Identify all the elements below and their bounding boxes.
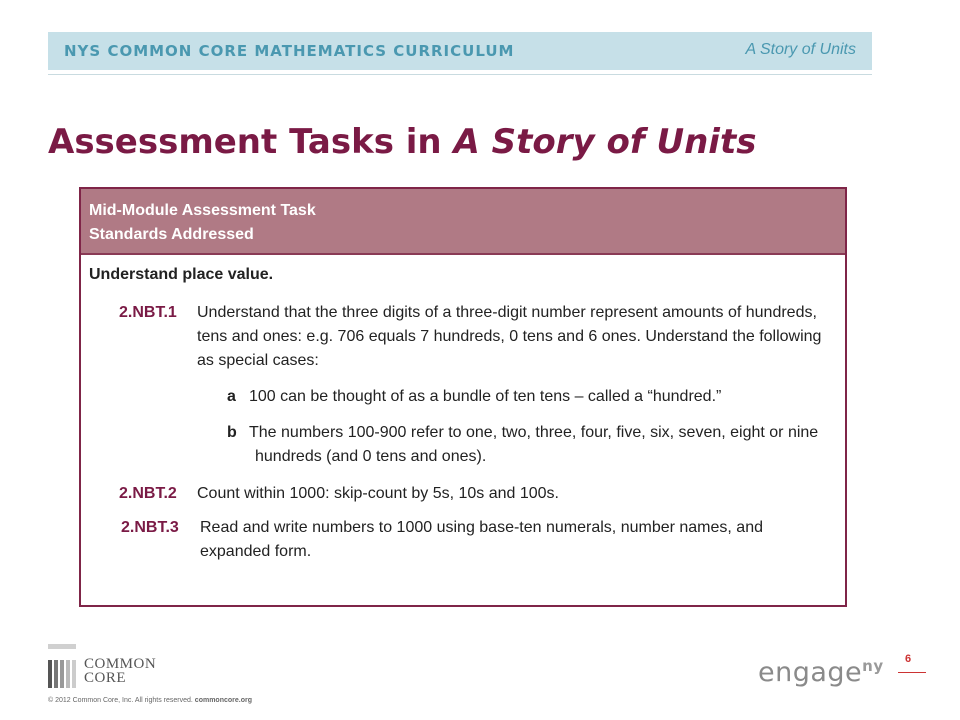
brand-name: engage (758, 657, 863, 688)
copyright-text: © 2012 Common Core, Inc. All rights reserved. (48, 697, 193, 704)
sub-item-marker: a (227, 388, 236, 405)
standard-code: 2.NBT.1 (119, 304, 177, 321)
standard-description: Understand that the three digits of a three-digit number represent amounts of hundreds, tens and ones: e.g. 706 equals 7 hundreds, 0 tens and 6 ones. Understand the following as special cases: (197, 304, 822, 369)
sub-item-text: 100 can be thought of as a bundle of ten tens – called a “hundred.” (249, 388, 722, 405)
heading-task: Mid-Module Assessment Task (89, 202, 316, 219)
table-heading (81, 189, 845, 255)
standard-description: Count within 1000: skip-count by 5s, 10s and 100s. (197, 485, 559, 502)
wordmark-line: COMMON (84, 656, 157, 672)
common-core-logo-icon (48, 660, 78, 688)
standard-code: 2.NBT.2 (119, 485, 177, 502)
brand-suffix: ny (862, 657, 884, 675)
header-divider (48, 74, 872, 75)
copyright-notice (48, 697, 252, 704)
sub-item-text: The numbers 100-900 refer to one, two, three, four, five, six, seven, eight or nine (249, 424, 819, 441)
page-title (48, 122, 756, 162)
sub-item-marker: b (227, 424, 237, 441)
page-number: 6 (905, 653, 912, 665)
assessment-table (79, 187, 847, 607)
sub-item-continuation: hundreds (and 0 tens and ones). (255, 448, 487, 465)
engageny-logo (758, 657, 884, 688)
wordmark-line: CORE (84, 670, 127, 686)
title-emphasis: A Story of Units (453, 122, 757, 162)
series-name: A Story of Units (745, 41, 856, 58)
standard-description: Read and write numbers to 1000 using base-ten numerals, number names, and expanded form. (200, 519, 763, 560)
curriculum-name: NYS COMMON CORE MATHEMATICS CURRICULUM (64, 42, 515, 60)
title-prefix: Assessment Tasks in (48, 122, 454, 162)
heading-standards: Standards Addressed (89, 226, 254, 243)
curriculum-header (48, 32, 872, 70)
common-core-wordmark (84, 657, 156, 685)
section-heading: Understand place value. (89, 266, 274, 283)
standard-code: 2.NBT.3 (121, 519, 179, 536)
footer-accent-bar (48, 644, 76, 649)
site-link[interactable]: commoncore.org (194, 697, 252, 704)
page-number-rule (898, 672, 926, 673)
